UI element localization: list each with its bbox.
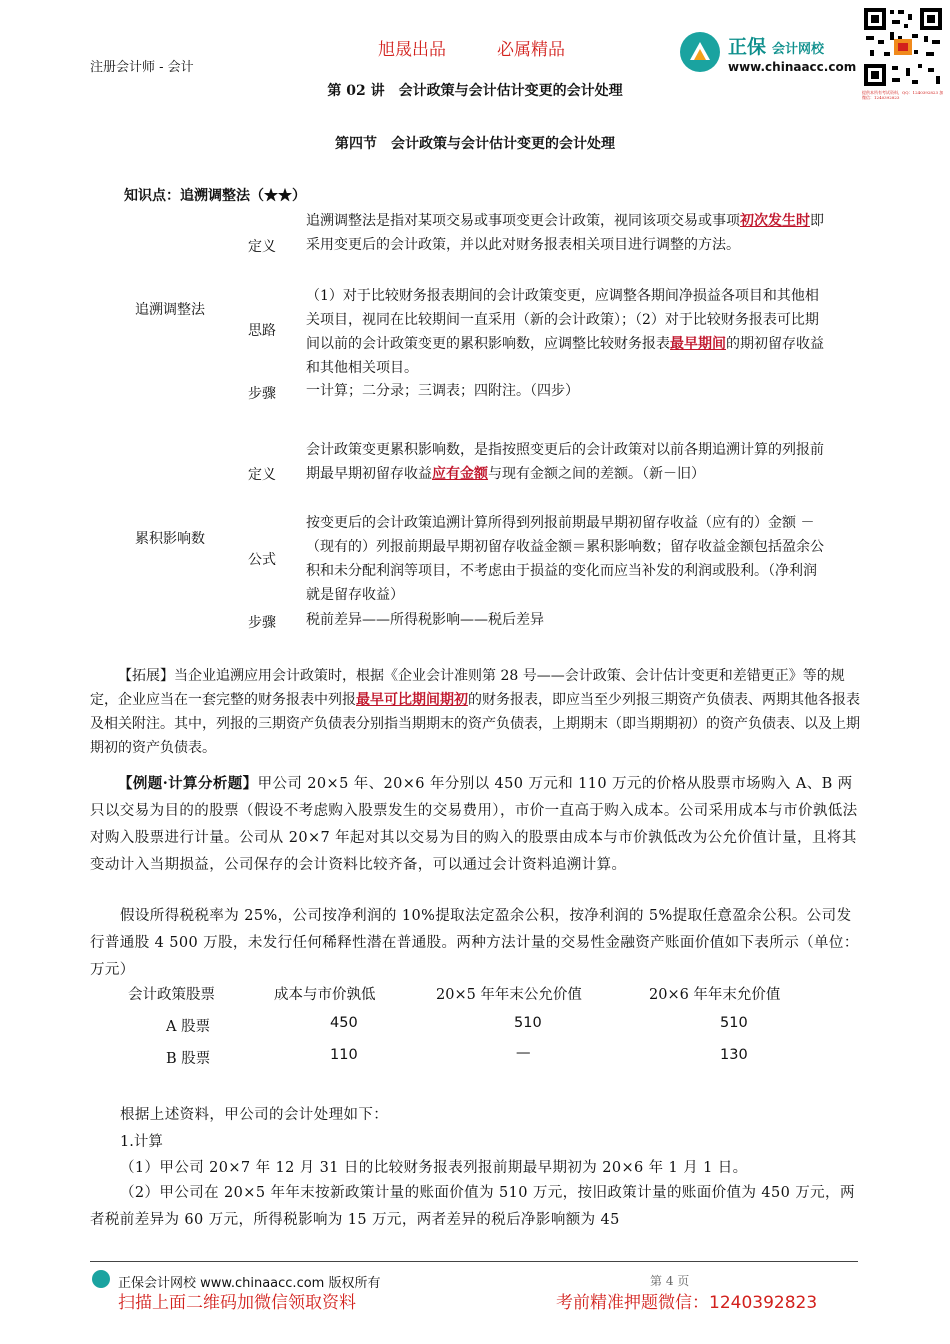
label-approach: 思路 [248, 323, 276, 339]
table-row-b-cost: 110 [330, 1047, 358, 1063]
slogan-left: 旭晟出品 [378, 40, 446, 60]
label-steps-2: 步骤 [248, 615, 276, 631]
solution-intro: 根据上述资料，甲公司的会计处理如下： [120, 1107, 389, 1123]
table-row-b-fv5: — [516, 1045, 531, 1061]
solution-item-2: （2）甲公司在 20×5 年年末按新政策计量的账面价值为 510 万元，按旧政策计量的账面价值为 450 万元，两者税前差异为 60 万元，所得税影响为 15 万元，两者差异的税后净影响额为 45 [90, 1185, 855, 1228]
footer-copyright: 正保会计网校 www.chinaacc.com 版权所有 [118, 1276, 381, 1291]
footer-logo-icon [92, 1270, 110, 1288]
page-number: 第 4 页 [650, 1274, 690, 1288]
footer-promo-right: 考前精准押题微信：1240392823 [556, 1293, 818, 1313]
stock-table-header-1: 会计政策股票 [128, 987, 215, 1003]
logo-mark-icon [680, 32, 720, 72]
example-paragraph-1: 【例题·计算分析题】甲公司 20×5 年、20×6 年分别以 450 万元和 110 万元的价格从股票市场购入 A、B 两只以交易为目的的股票（假设不考虑购入股票发生的交易费用），市价一直高于购入成本。公司采用成本与市价孰低法对购入股票进行计量。公司从 20×7 年起对其以交易为目的购入的股票由成本与市价孰低改为公允价值计量，且将其变动计入当期损益，公司保存的会计资料比较齐备，可以通过会计资料追溯计算。 [90, 775, 858, 873]
category-retrospective: 追溯调整法 [135, 302, 205, 318]
example-paragraph-2: 假设所得税税率为 25%，公司按净利润的 10%提取法定盈余公积，按净利润的 5%提取任意盈余公积。公司发行普通股 4 500 万股，未发行任何稀释性潜在普通股。两种方法计量的交易性金融资产账面价值如下表所示（单位：万元） [90, 908, 859, 978]
logo-subtitle: 会计网校 [772, 42, 825, 57]
label-definition-1: 定义 [248, 239, 276, 255]
solution-item-1: （1）甲公司 20×7 年 12 月 31 日的比较财务报表列报前期最早期初为 20×6 年 1 月 1 日。 [120, 1160, 748, 1176]
slogan-right: 必属精品 [497, 40, 565, 60]
label-formula: 公式 [248, 552, 276, 568]
logo-name: 正保 [728, 36, 767, 58]
definition-1-text: 追溯调整法是指对某项交易或事项变更会计政策，视同该项交易或事项初次发生时即采用变更后的会计政策，并以此对财务报表相关项目进行调整的方法。 [306, 213, 824, 253]
brand-logo [680, 30, 860, 76]
table-row-a-cost: 450 [330, 1015, 358, 1031]
solution-step-calc: 1.计算 [120, 1134, 163, 1150]
approach-text: （1）对于比较财务报表期间的会计政策变更，应调整各期间净损益各项目和其他相关项目，视同在比较期间一直采用（新的会计政策）；（2）对于比较财务报表可比期间以前的会计政策变更的累积影响数，应调整比较财务报表最早期间的期初留存收益和其他相关项目。 [306, 288, 824, 376]
qr-caption: 提供本所有考试资料，QQ：1240392823 加微信：1240392823 [862, 90, 944, 100]
logo-url: www.chinaacc.com [728, 60, 857, 74]
stock-table-header-4: 20×6 年年末允价值 [649, 987, 781, 1003]
table-row-a-fv6: 510 [720, 1015, 748, 1031]
section-title: 第四节 会计政策与会计估计变更的会计处理 [335, 136, 615, 152]
formula-text: 按变更后的会计政策追溯计算所得到列报前期最早期初留存收益（应有的）金额 －（现有的）列报前期最早期初留存收益金额＝累积影响数；留存收益金额包括盈余公积和未分配利润等项目，不考虑由于损益的变化而应当补发的利润或股利。（净利润就是留存收益） [306, 515, 824, 603]
stock-table-header-2: 成本与市价孰低 [274, 987, 376, 1003]
label-definition-2: 定义 [248, 467, 276, 483]
header-subject: 注册会计师 - 会计 [90, 60, 194, 75]
footer-promo-left: 扫描上面二维码加微信领取资料 [118, 1293, 356, 1313]
footer-divider [90, 1261, 858, 1262]
table-row-b-name: B 股票 [166, 1051, 211, 1067]
stock-table-header-3: 20×5 年年末公允价值 [436, 987, 582, 1003]
category-cumulative: 累积影响数 [135, 531, 205, 547]
steps-2-text: 税前差异——所得税影响——税后差异 [306, 612, 544, 628]
expand-paragraph: 【拓展】当企业追溯应用会计政策时，根据《企业会计准则第 28 号——会计政策、会计估计变更和差错更正》等的规定，企业应当在一套完整的财务报表中列报最早可比期间期初的财务报表，即应当至少列报三期资产负债表、两期其他各报表及相关附注。其中，列报的三期资产负债表分别指当期期末的资产负债表，上期期末（即当期期初）的资产负债表、以及上期期初的资产负债表。 [90, 668, 860, 756]
table-row-a-name: A 股票 [166, 1019, 211, 1035]
qr-code-icon [862, 6, 944, 88]
table-row-b-fv6: 130 [720, 1047, 748, 1063]
lecture-title: 第 02 讲 会计政策与会计估计变更的会计处理 [327, 83, 623, 99]
steps-1-text: 一计算；二分录；三调表；四附注。（四步） [306, 383, 579, 399]
label-steps-1: 步骤 [248, 386, 276, 402]
table-row-a-fv5: 510 [514, 1015, 542, 1031]
definition-2-text: 会计政策变更累积影响数，是指按照变更后的会计政策对以前各期追溯计算的列报前期最早期初留存收益应有金额与现有金额之间的差额。（新－旧） [306, 442, 824, 482]
knowledge-point-title: 知识点：追溯调整法（★★） [124, 188, 306, 204]
